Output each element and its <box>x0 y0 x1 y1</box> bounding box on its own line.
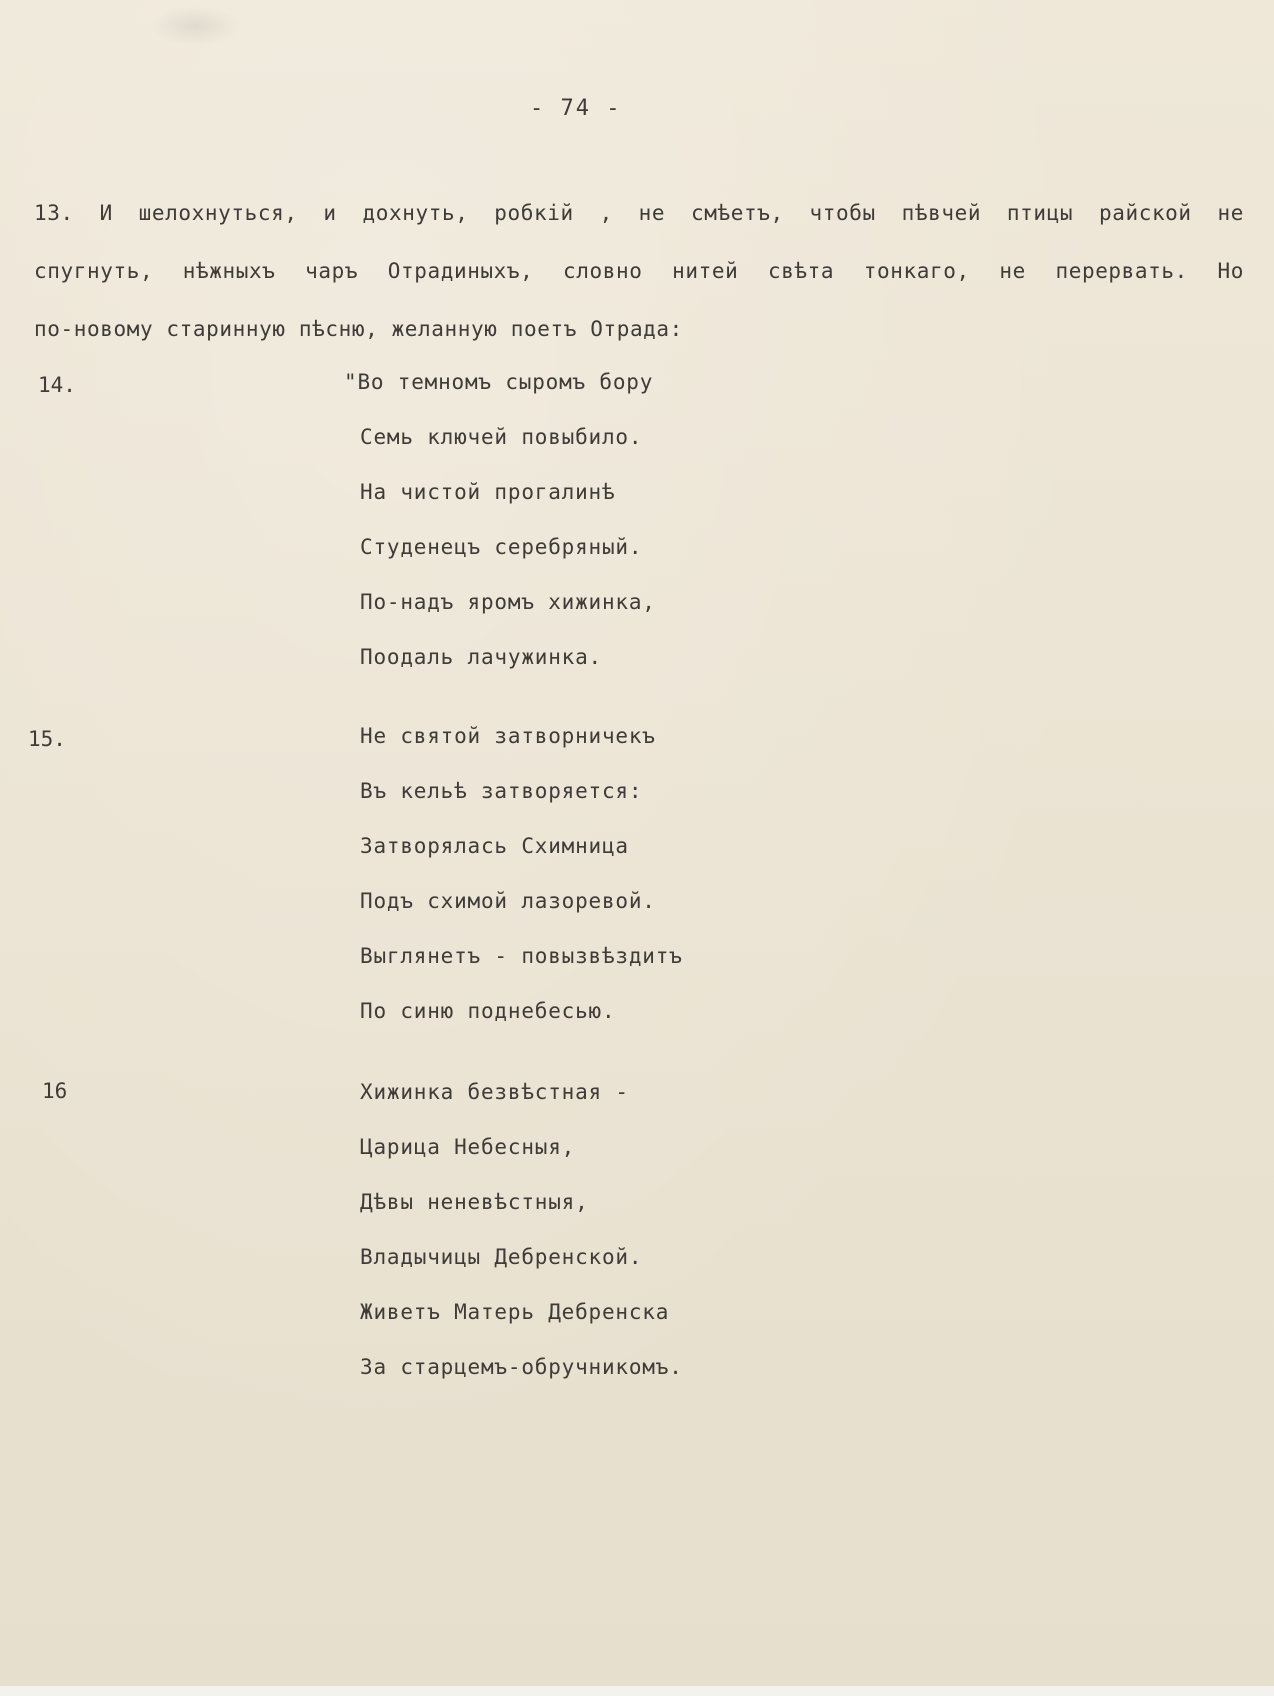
verse-line: Поодаль лачужинка. <box>360 645 602 669</box>
paragraph-line: 13. И шелохнуться, и дохнуть, робкій , не смѣетъ, чтобы пѣвчей птицы райской не <box>34 201 1244 225</box>
paragraph-line: по-новому старинную пѣсню, желанную поетъ Отрада: <box>34 317 683 341</box>
page-number: - 74 - <box>530 96 622 121</box>
scan-edge <box>0 1686 1274 1696</box>
verse-line: Царица Небесныя, <box>360 1135 576 1159</box>
paragraph-13 <box>34 184 1244 358</box>
stanza-number: 14. <box>38 373 76 397</box>
verse-line: Семь ключей повыбило. <box>360 425 643 449</box>
verse-line: За старцемъ-обручникомъ. <box>360 1355 683 1379</box>
verse-line: На чистой прогалинѣ <box>360 480 616 504</box>
verse-line: Выглянетъ - повызвѣздитъ <box>360 944 683 968</box>
verse-line: По-надъ яромъ хижинка, <box>360 590 656 614</box>
stanza-number: 15. <box>28 727 66 751</box>
paper-smudge <box>150 6 240 46</box>
stanza-number: 16 <box>42 1079 68 1103</box>
verse-line: Хижинка безвѣстная - <box>360 1080 629 1104</box>
verse-line: Живетъ Матерь Дебренска <box>360 1300 670 1324</box>
verse-line: Владычицы Дебренской. <box>360 1245 643 1269</box>
verse-line: По синю поднебесью. <box>360 999 616 1023</box>
verse-line: Не святой затворничекъ <box>360 724 656 748</box>
verse-line: "Во темномъ сыромъ бору <box>344 370 654 394</box>
verse-line: Студенецъ серебряный. <box>360 535 643 559</box>
verse-line: Въ кельѣ затворяется: <box>360 779 643 803</box>
verse-line: Затворялась Схимница <box>360 834 629 858</box>
paragraph-line: спугнуть, нѣжныхъ чаръ Отрадиныхъ, словно нитей свѣта тонкаго, не перервать. Но <box>34 259 1244 283</box>
verse-line: Дѣвы неневѣстныя, <box>360 1190 589 1214</box>
verse-line: Подъ схимой лазоревой. <box>360 889 656 913</box>
